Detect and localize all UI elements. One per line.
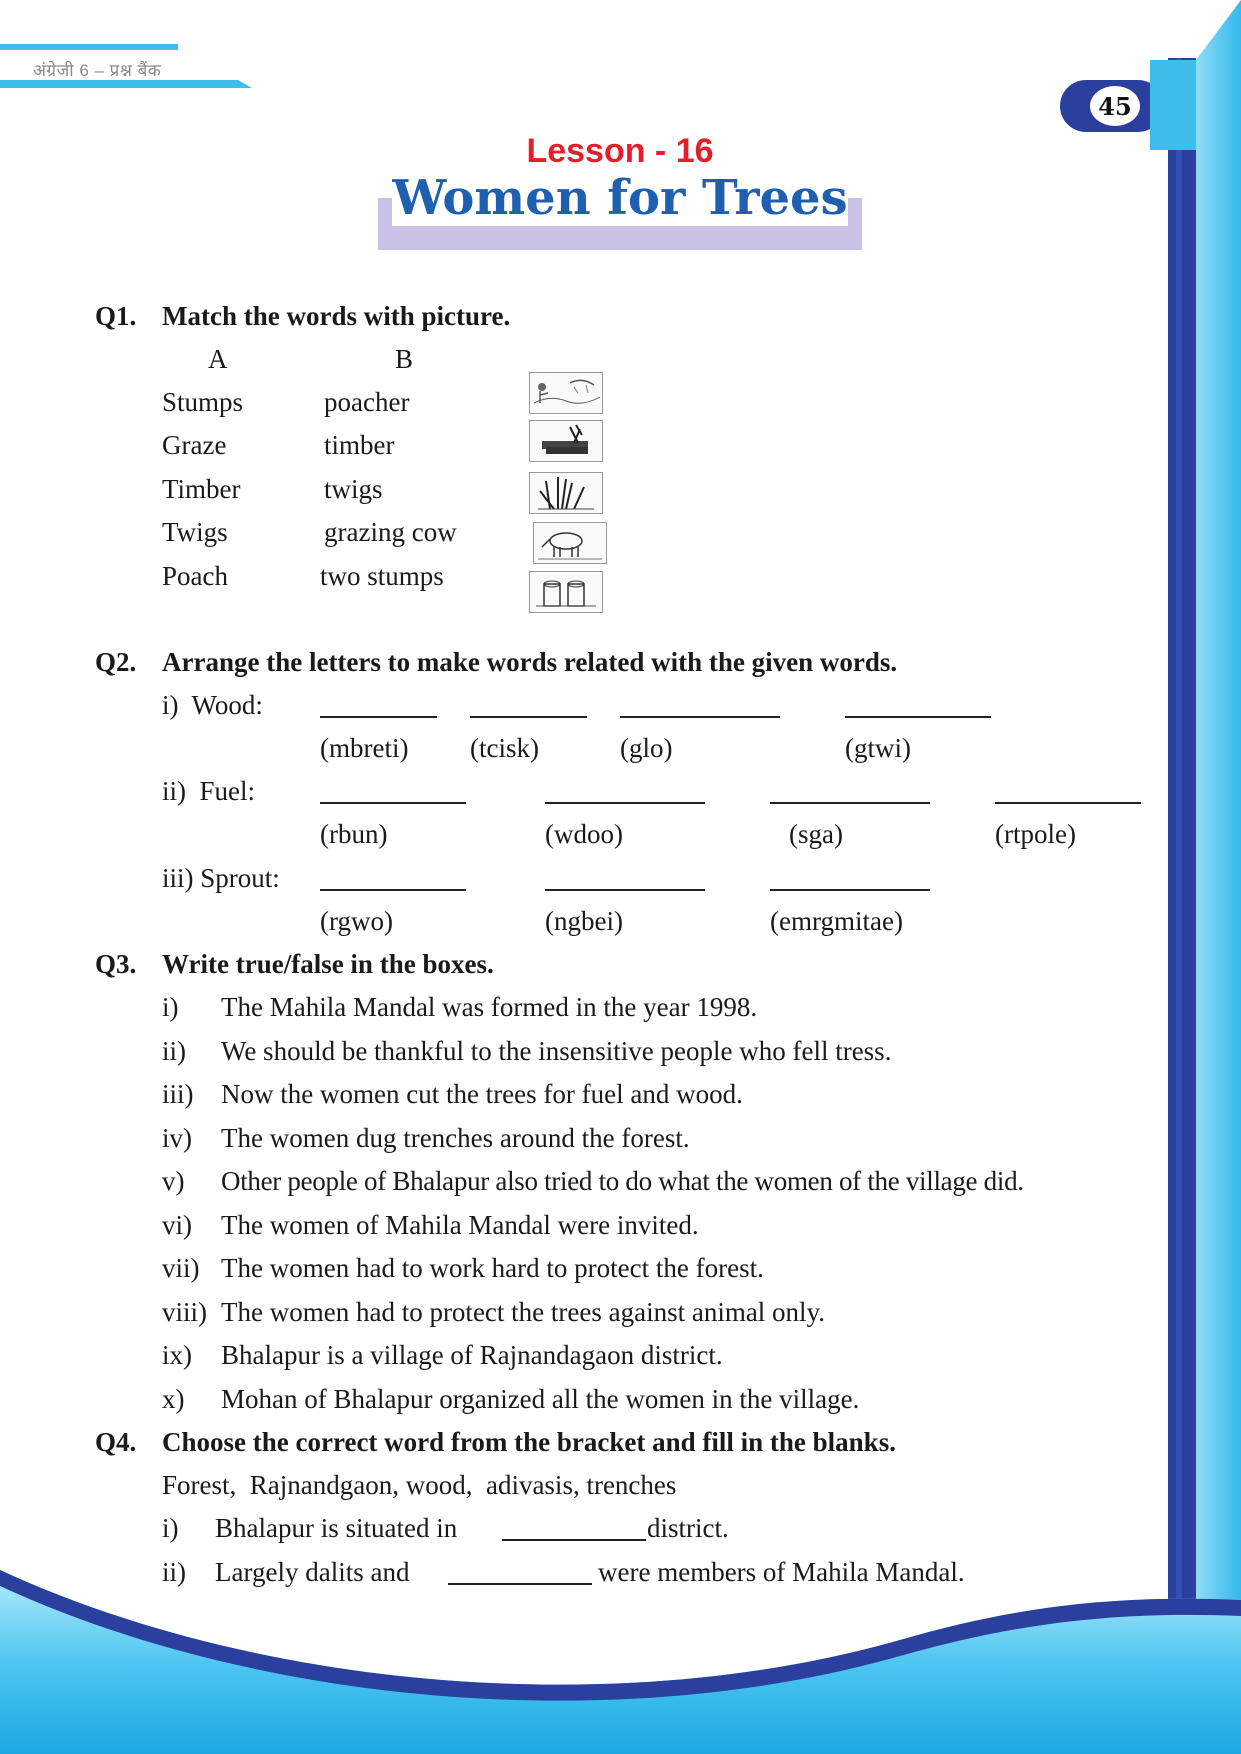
answer-blank[interactable] (995, 802, 1141, 804)
q1-number: Q1. (95, 301, 137, 331)
q1-col-b-item: twigs (324, 474, 383, 504)
q1-col-a-item: Twigs (162, 517, 228, 547)
q4-item-after: district. (647, 1513, 729, 1543)
answer-blank[interactable] (320, 889, 466, 891)
scrambled-hint: (ngbei) (545, 906, 623, 936)
q3-item-number: ii) (162, 1036, 186, 1066)
q4-item-after: were members of Mahila Mandal. (598, 1557, 965, 1587)
answer-blank[interactable] (502, 1539, 646, 1541)
q3-item-text: We should be thankful to the insensitive people who fell tress. (221, 1036, 892, 1066)
q3-item-text: Mohan of Bhalapur organized all the women in the village. (221, 1384, 860, 1414)
q1-col-b-item: poacher (324, 387, 410, 417)
q4-heading: Choose the correct word from the bracket and fill in the blanks. (162, 1427, 896, 1457)
q3-item-number: iii) (162, 1079, 194, 1109)
q3-item-number: iv) (162, 1123, 192, 1153)
lesson-title: Women for Trees (392, 170, 848, 226)
answer-blank[interactable] (545, 889, 705, 891)
q3-item-number: x) (162, 1384, 185, 1414)
q3-item-text: The women of Mahila Mandal were invited. (221, 1210, 699, 1240)
q1-col-a-item: Stumps (162, 387, 244, 417)
q1-col-a-item: Timber (162, 474, 241, 504)
q4-item-before: Bhalapur is situated in (215, 1513, 458, 1543)
q1-col-b-item: two stumps (320, 561, 444, 591)
q3-item-text: The women had to work hard to protect the forest. (221, 1253, 764, 1283)
q2-heading: Arrange the letters to make words related with the given words. (162, 647, 898, 677)
answer-blank[interactable] (448, 1583, 592, 1585)
q1-column-b-header: B (395, 344, 414, 374)
q2-group-label-wood: i) Wood: (162, 690, 263, 720)
q3-item-text: The Mahila Mandal was formed in the year 1998. (221, 992, 758, 1022)
book-label: अंग्रेजी 6 – प्रश्न बैंक (33, 61, 162, 80)
grazing-cow-icon (533, 522, 607, 564)
q4-word-bank: Forest, Rajnandgaon, wood, adivasis, trenches (162, 1470, 677, 1500)
q3-item-text: Other people of Bhalapur also tried to do what the women of the village did. (221, 1166, 1024, 1196)
q1-heading: Match the words with picture. (162, 301, 511, 331)
q4-item-number: i) (162, 1513, 179, 1543)
lesson-number: Lesson - 16 (526, 132, 714, 170)
q1-col-a-item: Poach (162, 561, 228, 591)
two-stumps-icon (529, 571, 603, 613)
twigs-icon (529, 472, 603, 514)
timber-pile-icon (529, 420, 603, 462)
q4-item-number: ii) (162, 1557, 186, 1587)
answer-blank[interactable] (470, 716, 587, 718)
answer-blank[interactable] (770, 802, 930, 804)
scrambled-hint: (rgwo) (320, 906, 393, 936)
answer-blank[interactable] (545, 802, 705, 804)
q3-item-number: i) (162, 992, 179, 1022)
q1-col-b-item: grazing cow (324, 517, 457, 547)
answer-blank[interactable] (320, 716, 437, 718)
q3-item-text: The women dug trenches around the forest. (221, 1123, 690, 1153)
q3-item-number: ix) (162, 1340, 192, 1370)
answer-blank[interactable] (770, 889, 930, 891)
q2-number: Q2. (95, 647, 137, 677)
q3-heading: Write true/false in the boxes. (162, 949, 494, 979)
q4-item-before: Largely dalits and (215, 1557, 410, 1587)
scrambled-hint: (gtwi) (845, 733, 911, 763)
answer-blank[interactable] (620, 716, 780, 718)
q3-item-number: vii) (162, 1253, 200, 1283)
q2-group-label-fuel: ii) Fuel: (162, 776, 255, 806)
page-number: 45 (1098, 92, 1132, 121)
q4-number: Q4. (95, 1427, 137, 1457)
q3-item-number: v) (162, 1166, 185, 1196)
scrambled-hint: (mbreti) (320, 733, 409, 763)
answer-blank[interactable] (845, 716, 991, 718)
scrambled-hint: (wdoo) (545, 819, 623, 849)
scrambled-hint: (rtpole) (995, 819, 1076, 849)
scrambled-hint: (sga) (789, 819, 843, 849)
q3-item-text: Now the women cut the trees for fuel and wood. (221, 1079, 743, 1109)
q3-number: Q3. (95, 949, 137, 979)
q1-col-a-item: Graze (162, 430, 227, 460)
scrambled-hint: (rbun) (320, 819, 388, 849)
q1-column-a-header: A (208, 344, 228, 374)
scrambled-hint: (emrgmitae) (770, 906, 903, 936)
scrambled-hint: (tcisk) (470, 733, 539, 763)
answer-blank[interactable] (320, 802, 466, 804)
poacher-scene-icon (529, 372, 603, 414)
q3-item-text: Bhalapur is a village of Rajnandagaon district. (221, 1340, 723, 1370)
scrambled-hint: (glo) (620, 733, 673, 763)
q1-col-b-item: timber (324, 430, 395, 460)
q3-item-number: vi) (162, 1210, 192, 1240)
q2-group-label-sprout: iii) Sprout: (162, 863, 280, 893)
q3-item-number: viii) (162, 1297, 207, 1327)
q3-item-text: The women had to protect the trees against animal only. (221, 1297, 826, 1327)
